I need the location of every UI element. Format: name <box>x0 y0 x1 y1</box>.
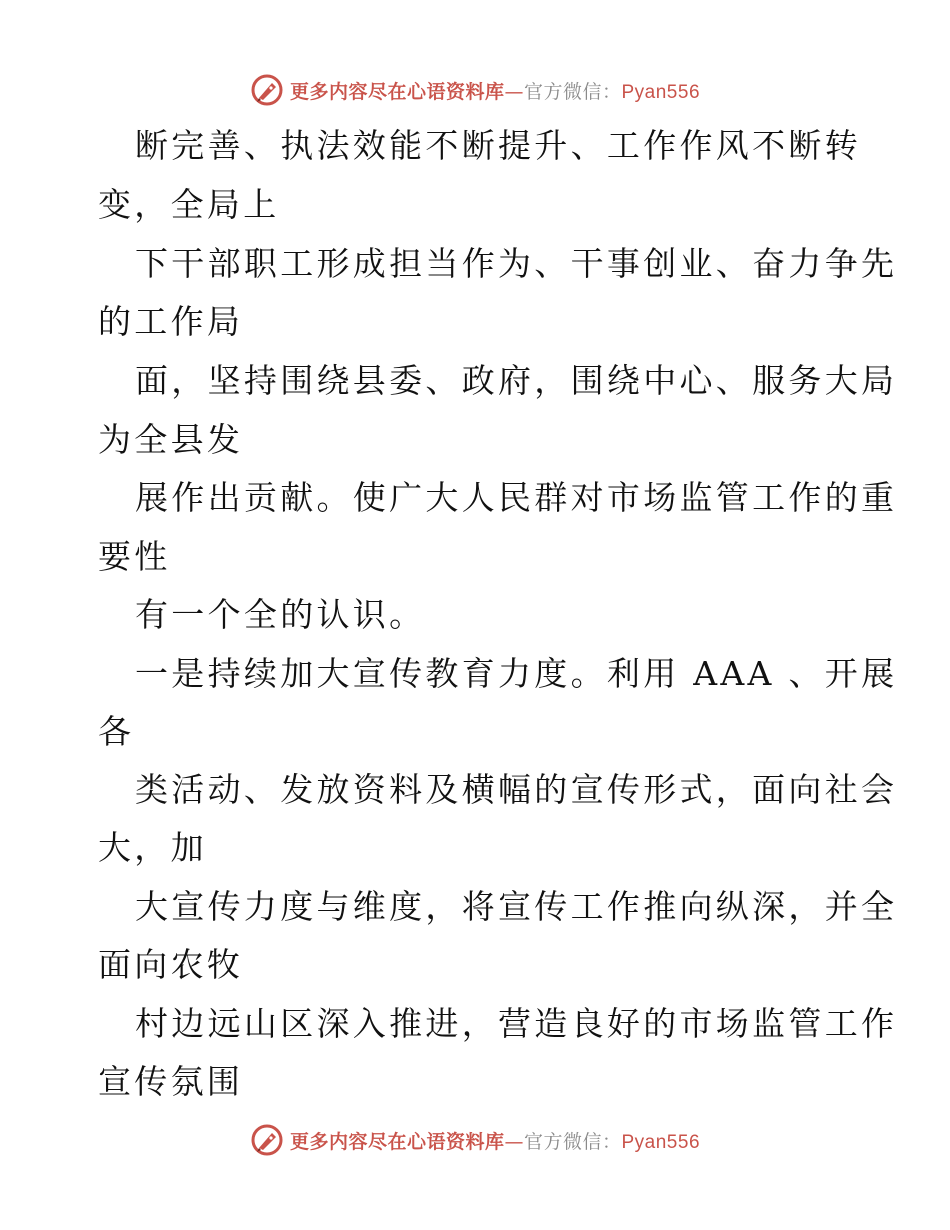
paragraph-line: 面，坚持围绕县委、政府，围绕中心、服务大局 <box>135 361 898 400</box>
watermark-id: Pyan556 <box>621 1131 701 1153</box>
paragraph-line: 要性 <box>98 537 171 576</box>
paragraph-line: 的工作局 <box>98 302 244 341</box>
footer-watermark <box>0 1120 950 1160</box>
paragraph-line: 变，全局上 <box>98 185 280 224</box>
watermark-dash: — <box>504 80 524 103</box>
paragraph-line: 下干部职工形成担当作为、干事创业、奋力争先 <box>135 244 898 283</box>
watermark-main: 更多内容尽在心语资料库 <box>289 1130 505 1153</box>
paragraph-line: 村边远山区深入推进，营造良好的市场监管工作 <box>135 1004 898 1043</box>
paragraph-line: 有一个全的认识。 <box>135 595 426 634</box>
paragraph-line: 展作出贡献。使广大人民群对市场监管工作的重 <box>135 478 898 517</box>
paragraph-line: 大宣传力度与维度，将宣传工作推向纵深，并全 <box>135 887 898 926</box>
paragraph-line: 一是持续加大宣传教育力度。利用 AAA 、开展 <box>135 654 898 693</box>
paragraph-line: 类活动、发放资料及横幅的宣传形式，面向社会 <box>135 770 898 809</box>
watermark-dash: — <box>504 1130 524 1153</box>
paragraph-line: 宣传氛围 <box>98 1062 244 1101</box>
paragraph-line: 断完善、执法效能不断提升、工作作风不断转 <box>135 126 861 165</box>
watermark-official: 官方微信： <box>523 80 622 103</box>
paragraph-line: 面向农牧 <box>98 945 244 984</box>
watermark-main: 更多内容尽在心语资料库 <box>289 80 505 103</box>
watermark-official: 官方微信： <box>523 1130 622 1153</box>
paragraph-line: 为全县发 <box>98 420 244 459</box>
watermark-text <box>290 1127 700 1154</box>
paragraph-line: 大，加 <box>98 828 207 867</box>
pen-logo-icon <box>250 1123 284 1157</box>
paragraph-line: 各 <box>98 712 135 751</box>
watermark-id: Pyan556 <box>621 81 701 103</box>
